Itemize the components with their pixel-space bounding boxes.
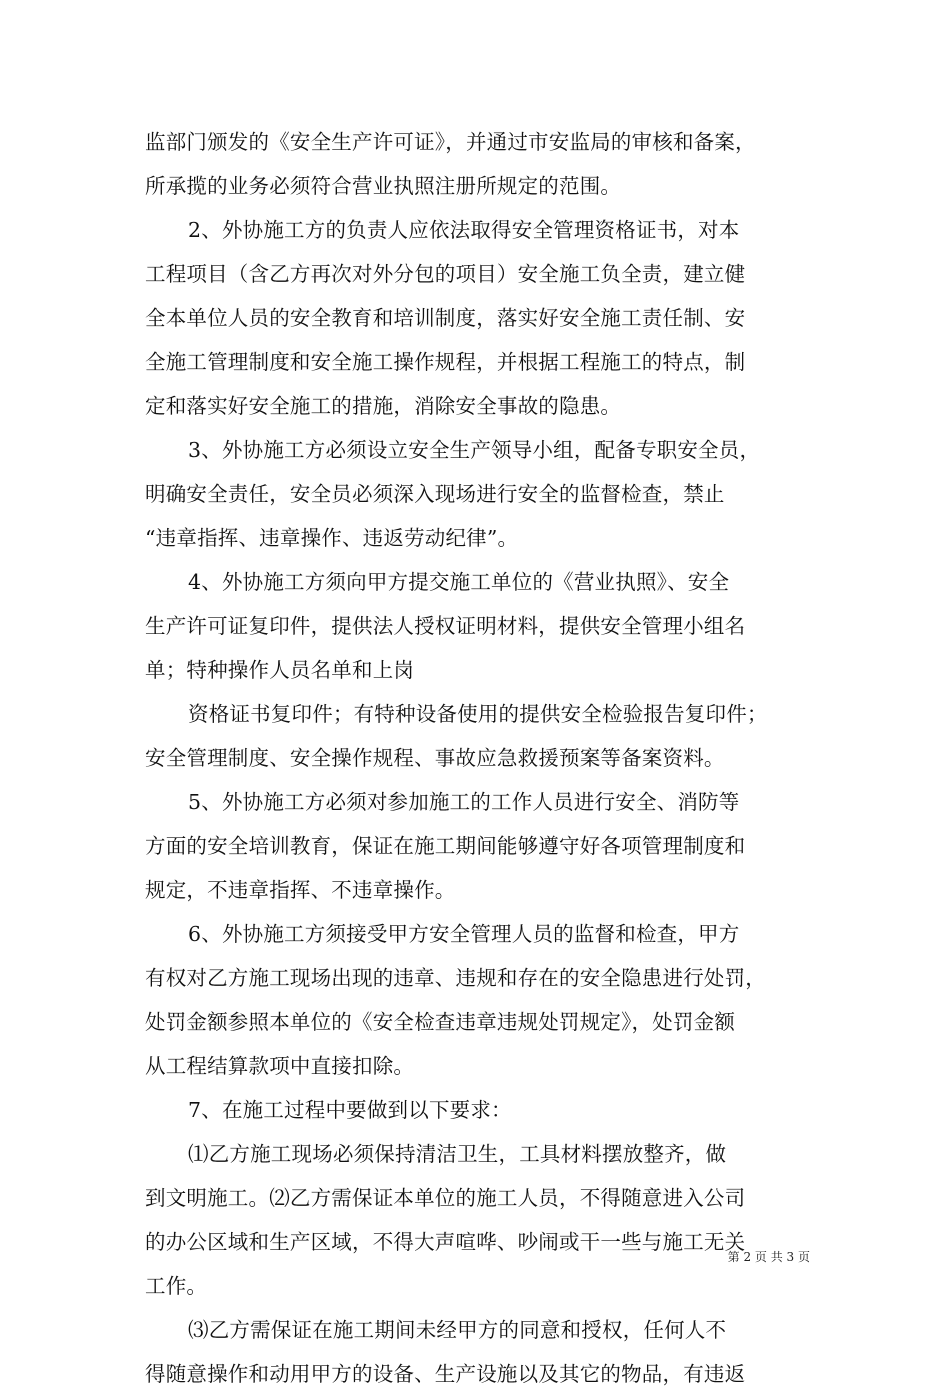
text-line: 5、外协施工方必须对参加施工的工作人员进行安全、消防等 — [188, 790, 740, 814]
text-line: 2、外协施工方的负责人应依法取得安全管理资格证书，对本 — [188, 218, 740, 242]
text-line: 7、在施工过程中要做到以下要求： — [188, 1098, 512, 1122]
text-line: 全施工管理制度和安全施工操作规程，并根据工程施工的特点，制 — [145, 350, 746, 374]
text-line: 明确安全责任，安全员必须深入现场进行安全的监督检查，禁止 — [145, 482, 725, 506]
text-line: 资格证书复印件；有特种设备使用的提供安全检验报告复印件； — [188, 702, 768, 726]
text-line: 3、外协施工方必须设立安全生产领导小组，配备专职安全员， — [188, 438, 761, 462]
text-line: 全本单位人员的安全教育和培训制度，落实好安全施工责任制、安 — [145, 306, 746, 330]
text-line: 处罚金额参照本单位的《安全检查违章违规处罚规定》，处罚金额 — [145, 1010, 736, 1034]
text-line: 有权对乙方施工现场出现的违章、违规和存在的安全隐患进行处罚， — [145, 966, 766, 990]
text-line: “违章指挥、违章操作、违返劳动纪律”。 — [145, 526, 519, 550]
text-line: ⑴乙方施工现场必须保持清洁卫生，工具材料摆放整齐，做 — [188, 1142, 727, 1166]
text-line: 安全管理制度、安全操作规程、事故应急救援预案等备案资料。 — [145, 746, 725, 770]
text-line: 到文明施工。⑵乙方需保证本单位的施工人员，不得随意进入公司 — [145, 1186, 746, 1210]
text-line: 规定，不违章指挥、不违章操作。 — [145, 878, 456, 902]
text-line: 监部门颁发的《安全生产许可证》，并通过市安监局的审核和备案， — [145, 130, 756, 154]
text-line: 工作。 — [145, 1274, 208, 1298]
text-line: 从工程结算款项中直接扣除。 — [145, 1054, 415, 1078]
text-line: 4、外协施工方须向甲方提交施工单位的《营业执照》、安全 — [188, 570, 730, 594]
text-line: 得随意操作和动用甲方的设备、生产设施以及其它的物品，有违返 — [145, 1362, 746, 1386]
text-line: ⑶乙方需保证在施工期间未经甲方的同意和授权，任何人不 — [188, 1318, 727, 1342]
text-line: 工程项目（含乙方再次对外分包的项目）安全施工负全责，建立健 — [145, 262, 746, 286]
text-line: 的办公区域和生产区域，不得大声喧哗、吵闹或干一些与施工无关 — [145, 1230, 746, 1254]
text-line: 生产许可证复印件，提供法人授权证明材料，提供安全管理小组名 — [145, 614, 746, 638]
text-line: 所承揽的业务必须符合营业执照注册所规定的范围。 — [145, 174, 622, 198]
page-number-footer: 第 2 页 共 3 页 — [727, 1250, 810, 1264]
text-line: 方面的安全培训教育，保证在施工期间能够遵守好各项管理制度和 — [145, 834, 746, 858]
document-body — [145, 120, 835, 1396]
text-line: 单；特种操作人员名单和上岗 — [145, 658, 415, 682]
text-line: 6、外协施工方须接受甲方安全管理人员的监督和检查，甲方 — [188, 922, 740, 946]
text-line: 定和落实好安全施工的措施，消除安全事故的隐患。 — [145, 394, 622, 418]
